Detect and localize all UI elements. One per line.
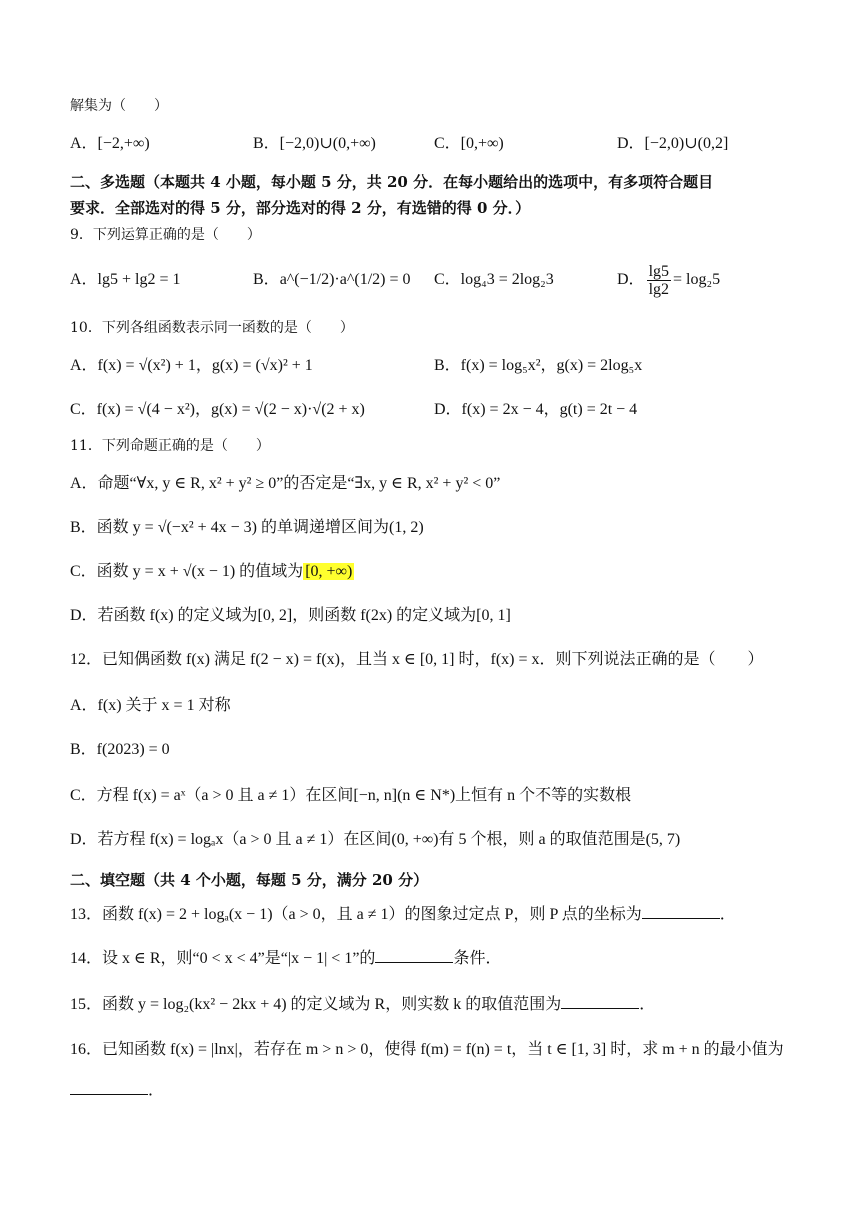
q11-stem: 11．下列命题正确的是（ ） — [70, 438, 270, 454]
q9-d-fraction: $\frac{\lg 5}{\lg 2}$ — [648, 262, 670, 298]
section-fill-heading: 二、填空题（共 4 个小题，每题 5 分，满分 20 分） — [70, 871, 429, 889]
q9-option-c: C．log₄3 = 2log₂3 — [434, 271, 554, 288]
q8-stem: 解集为（ ） — [70, 98, 168, 114]
q11-option-a: A．命题“∀x, y ∈ R, x² + y² ≥ 0”的否定是“∃x, y ∈ R, x² + y² < 0” — [70, 475, 501, 492]
q13: 13．函数 f(x) = 2 + logₐ(x − 1)（a > 0，且 a ≠ 1）的图象过定点 P，则 P 点的坐标为 ． — [70, 906, 736, 923]
q11-option-b: B．函数 y = √(−x² + 4x − 3) 的单调递增区间为(1, 2) — [70, 519, 424, 536]
q9-stem: 9．下列运算正确的是（ ） — [70, 227, 261, 243]
q8-option-a: A．[−2,+∞) — [70, 135, 150, 152]
q10-option-c: C．f(x) = √(4 − x²)，g(x) = √(2 − x)·√(2 + x) — [70, 401, 365, 418]
q12-option-d: D．若方程 f(x) = logₐx（a > 0 且 a ≠ 1）在区间(0, +∞)有 5 个根，则 a 的取值范围是(5, 7) — [70, 831, 681, 848]
q10-option-a: A．f(x) = √(x²) + 1，g(x) = (√x)² + 1 — [70, 357, 313, 374]
answer-blank — [642, 904, 720, 919]
answer-blank — [561, 994, 639, 1009]
highlighted-range: [0, +∞) — [305, 563, 353, 580]
section-multi-heading-line2: 要求．全部选对的得 5 分，部分选对的得 2 分，有选错的得 0 分．） — [70, 199, 531, 217]
answer-blank — [375, 948, 453, 963]
q10-option-d: D．f(x) = 2x − 4，g(t) = 2t − 4 — [434, 401, 638, 418]
q9-option-a: A．lg5 + lg2 = 1 — [70, 271, 181, 288]
q10-stem: 10．下列各组函数表示同一函数的是（ ） — [70, 320, 354, 336]
q12-option-c: C．方程 f(x) = aˣ（a > 0 且 a ≠ 1）在区间[−n, n](n ∈ N*)上恒有 n 个不等的实数根 — [70, 787, 632, 804]
q12-option-a: A．f(x) 关于 x = 1 对称 — [70, 697, 231, 714]
q9-option-b: B．a^(−1/2)·a^(1/2) = 0 — [253, 271, 411, 288]
q8-option-c: C．[0,+∞) — [434, 135, 504, 152]
answer-blank — [70, 1080, 148, 1095]
q8-option-b: B．[−2,0)∪(0,+∞) — [253, 135, 376, 152]
q12-stem: 12．已知偶函数 f(x) 满足 f(2 − x) = f(x)，且当 x ∈ [0, 1] 时，f(x) = x．则下列说法正确的是（ ） — [70, 651, 764, 668]
q11-option-d: D．若函数 f(x) 的定义域为[0, 2]，则函数 f(2x) 的定义域为[0, 1] — [70, 607, 511, 624]
q11-option-c: C．函数 y = x + √(x − 1) 的值域为 [0, +∞) — [70, 563, 353, 580]
q16-line1: 16．已知函数 f(x) = |lnx|，若存在 m > n > 0，使得 f(m) = f(n) = t，当 t ∈ [1, 3] 时，求 m + n 的最小值为 — [70, 1041, 784, 1058]
q12-option-b: B．f(2023) = 0 — [70, 741, 170, 758]
section-multi-heading-line1: 二、多选题（本题共 4 小题，每小题 5 分，共 20 分．在每小题给出的选项中，有多项符合题目 — [70, 173, 714, 191]
q15: 15．函数 y = log₂(kx² − 2kx + 4) 的定义域为 R，则实数 k 的取值范围为 ． — [70, 996, 656, 1013]
q14: 14．设 x ∈ R，则“0 < x < 4”是“|x − 1| < 1”的 条件． — [70, 950, 502, 967]
q9-option-d: D． $\frac{\lg 5}{\lg 2}$ = log₂5 — [617, 262, 721, 298]
q8-option-d: D．[−2,0)∪(0,2] — [617, 135, 729, 152]
q16-line2: ． — [70, 1080, 164, 1101]
q10-option-b: B．f(x) = log₅x²，g(x) = 2log₅x — [434, 357, 643, 374]
